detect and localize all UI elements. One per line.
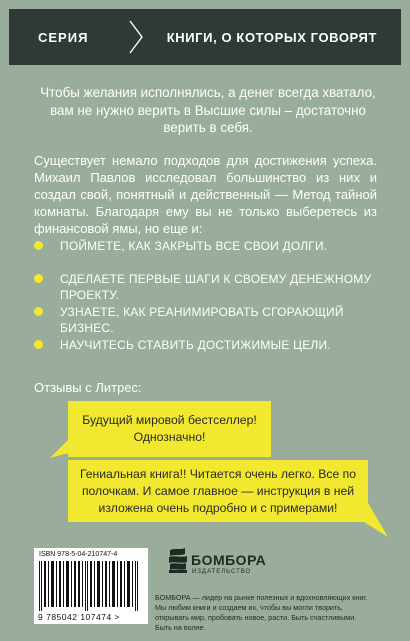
review-text: Гениальная книга!! Читается очень легко. Все по полочкам. И самое главное — инструкция в ней изложена очень подробно и с примерами!	[79, 467, 357, 515]
benefit-text: НАУЧИТЕСЬ СТАВИТЬ ДОСТИЖИМЫЕ ЦЕЛИ.	[60, 338, 331, 352]
bubble-tail-right	[364, 503, 388, 537]
bullet-dot-icon	[34, 307, 43, 316]
benefit-text: ПОЙМЕТЕ, КАК ЗАКРЫТЬ ВСЕ СВОИ ДОЛГИ.	[60, 239, 328, 253]
barcode-box	[34, 548, 148, 624]
reviews-title: Отзывы с Литрес:	[34, 380, 142, 395]
benefit-item	[34, 238, 384, 271]
barcode-icon	[39, 561, 143, 611]
series-label: СЕРИЯ	[38, 30, 89, 45]
review-bubble	[68, 460, 368, 522]
benefit-item	[34, 337, 384, 370]
bullet-dot-icon	[34, 340, 43, 349]
review-bubble	[68, 401, 271, 457]
bubble-tail-left	[50, 440, 72, 458]
publisher-name: БОМБОРА	[191, 552, 267, 568]
isbn-text: ISBN 978-5-04-210747-4	[39, 551, 118, 558]
description-paragraph: Существует немало подходов для достижения успеха. Михаил Павлов исследовал большинство из них и создал свой, понятный и действенный — Метод тайной комнаты. Благодаря ему вы не только выберетесь из финансовой ямы, но еще и:	[34, 153, 377, 236]
benefits-list	[34, 238, 384, 370]
barcode-digits: 9 785042 107474 >	[38, 612, 121, 622]
benefit-item	[34, 304, 384, 337]
bombora-logo-icon	[167, 548, 189, 574]
publisher-subtitle: ИЗДАТЕЛЬСТВО	[192, 569, 252, 575]
lead-quote: Чтобы желания исполнялись, а денег всегда хватало, вам не нужно верить в Высшие силы – достаточно верить в себя.	[40, 85, 376, 135]
bullet-dot-icon	[34, 274, 43, 283]
chevron-right-icon	[129, 20, 143, 54]
benefit-text: УЗНАЕТЕ, КАК РЕАНИМИРОВАТЬ СГОРАЮЩИЙ БИЗНЕС.	[60, 305, 344, 335]
review-text: Будущий мировой бестселлер! Однозначно!	[82, 413, 257, 444]
benefit-text: СДЕЛАЕТЕ ПЕРВЫЕ ШАГИ К СВОЕМУ ДЕНЕЖНОМУ ПРОЕКТУ.	[60, 272, 372, 302]
publisher-description: БОМБОРА — лидер на рынке полезных и вдохновляющих книг. Мы любим книги и создаем их, чтобы вы могли творить, открывать мир, пробовать новое, расти. Быть счастливыми. Быть на волне.	[155, 593, 368, 632]
benefit-item	[34, 271, 384, 304]
series-banner	[9, 9, 401, 65]
bullet-dot-icon	[34, 241, 43, 250]
series-name: КНИГИ, О КОТОРЫХ ГОВОРЯТ	[166, 30, 377, 45]
